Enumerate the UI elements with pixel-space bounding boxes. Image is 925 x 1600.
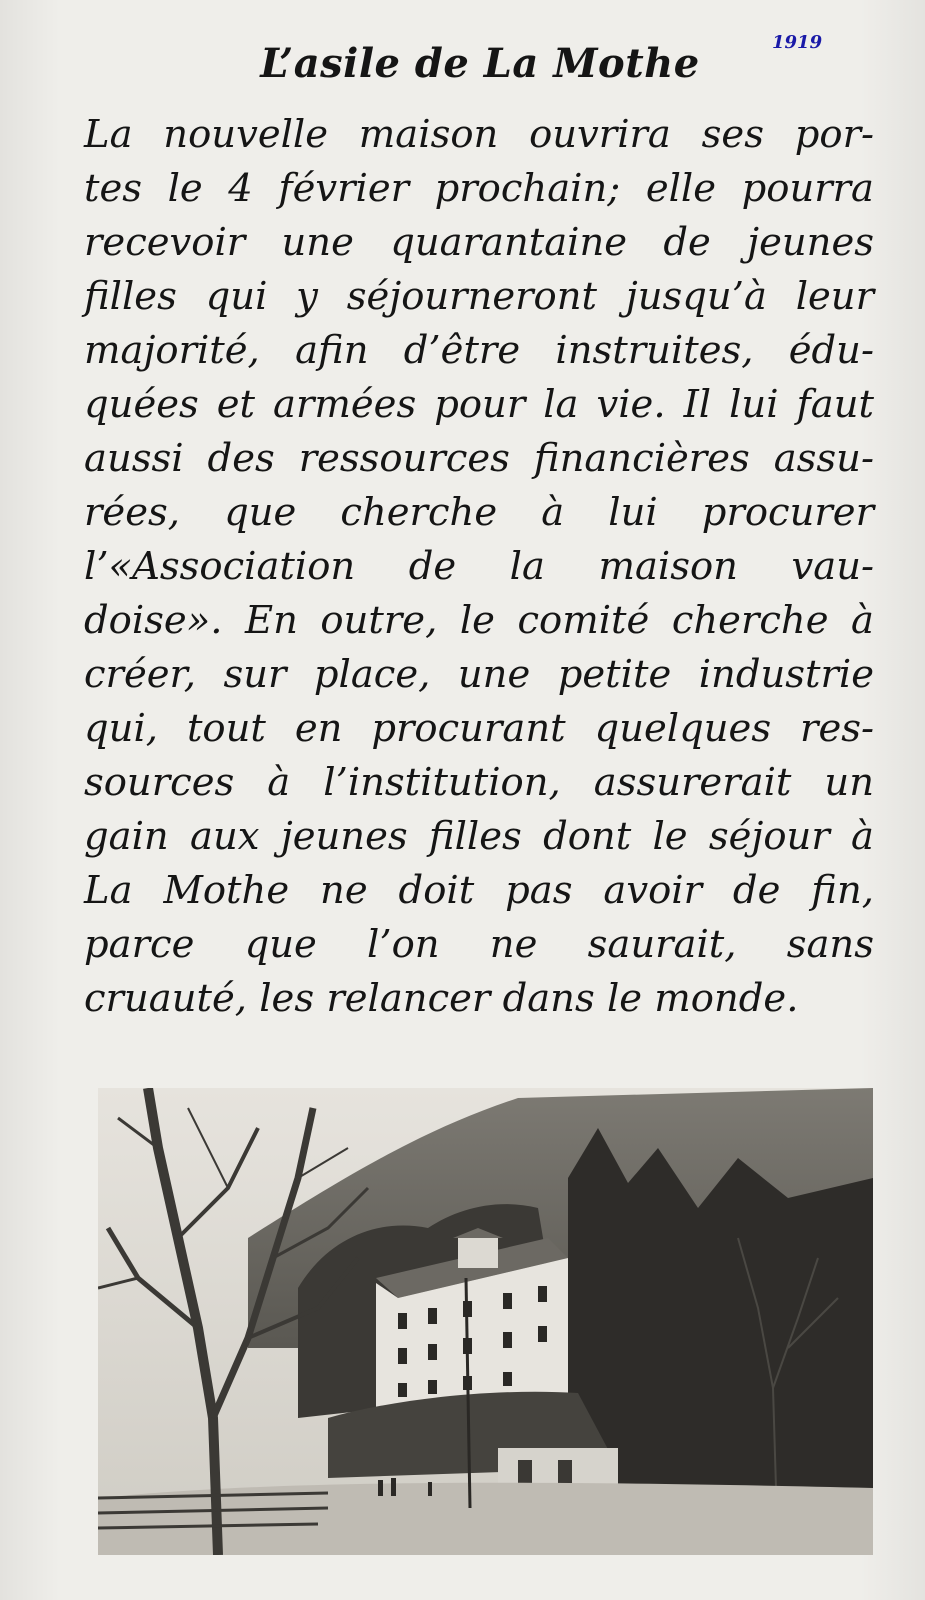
text-line: quées et armées pour la vie. Il lui faut bbox=[84, 382, 874, 427]
building-photograph bbox=[98, 1088, 873, 1555]
text-line: cruauté, les relancer dans le monde. bbox=[84, 976, 799, 1021]
text-line: recevoir une quarantaine de jeunes bbox=[84, 220, 874, 265]
text-line: La nouvelle maison ouvrira ses por- bbox=[84, 112, 874, 157]
text-line: parce que l’on ne saurait, sans bbox=[84, 922, 874, 967]
text-line: filles qui y séjourneront jusqu’à leur bbox=[84, 274, 874, 319]
text-line: La Mothe ne doit pas avoir de fin, bbox=[84, 868, 874, 913]
text-line: majorité, afin d’être instruites, édu- bbox=[84, 328, 874, 373]
text-line: gain aux jeunes filles dont le séjour à bbox=[84, 814, 874, 859]
text-line: aussi des ressources financières assu- bbox=[84, 436, 874, 481]
photo-illustration bbox=[98, 1088, 873, 1555]
text-line: rées, que cherche à lui procurer bbox=[84, 490, 874, 535]
article-title: L’asile de La Mothe bbox=[260, 40, 700, 87]
year-annotation: 1919 bbox=[772, 32, 823, 53]
text-line: doise». En outre, le comité cherche à bbox=[84, 598, 874, 643]
article-body bbox=[84, 108, 874, 1026]
text-line: l’«Association de la maison vau- bbox=[84, 544, 874, 589]
text-line: qui, tout en procurant quelques res- bbox=[84, 706, 874, 751]
text-line: créer, sur place, une petite industrie bbox=[84, 652, 874, 697]
text-line: sources à l’institution, assurerait un bbox=[84, 760, 874, 805]
text-line: tes le 4 février prochain; elle pourra bbox=[84, 166, 874, 211]
